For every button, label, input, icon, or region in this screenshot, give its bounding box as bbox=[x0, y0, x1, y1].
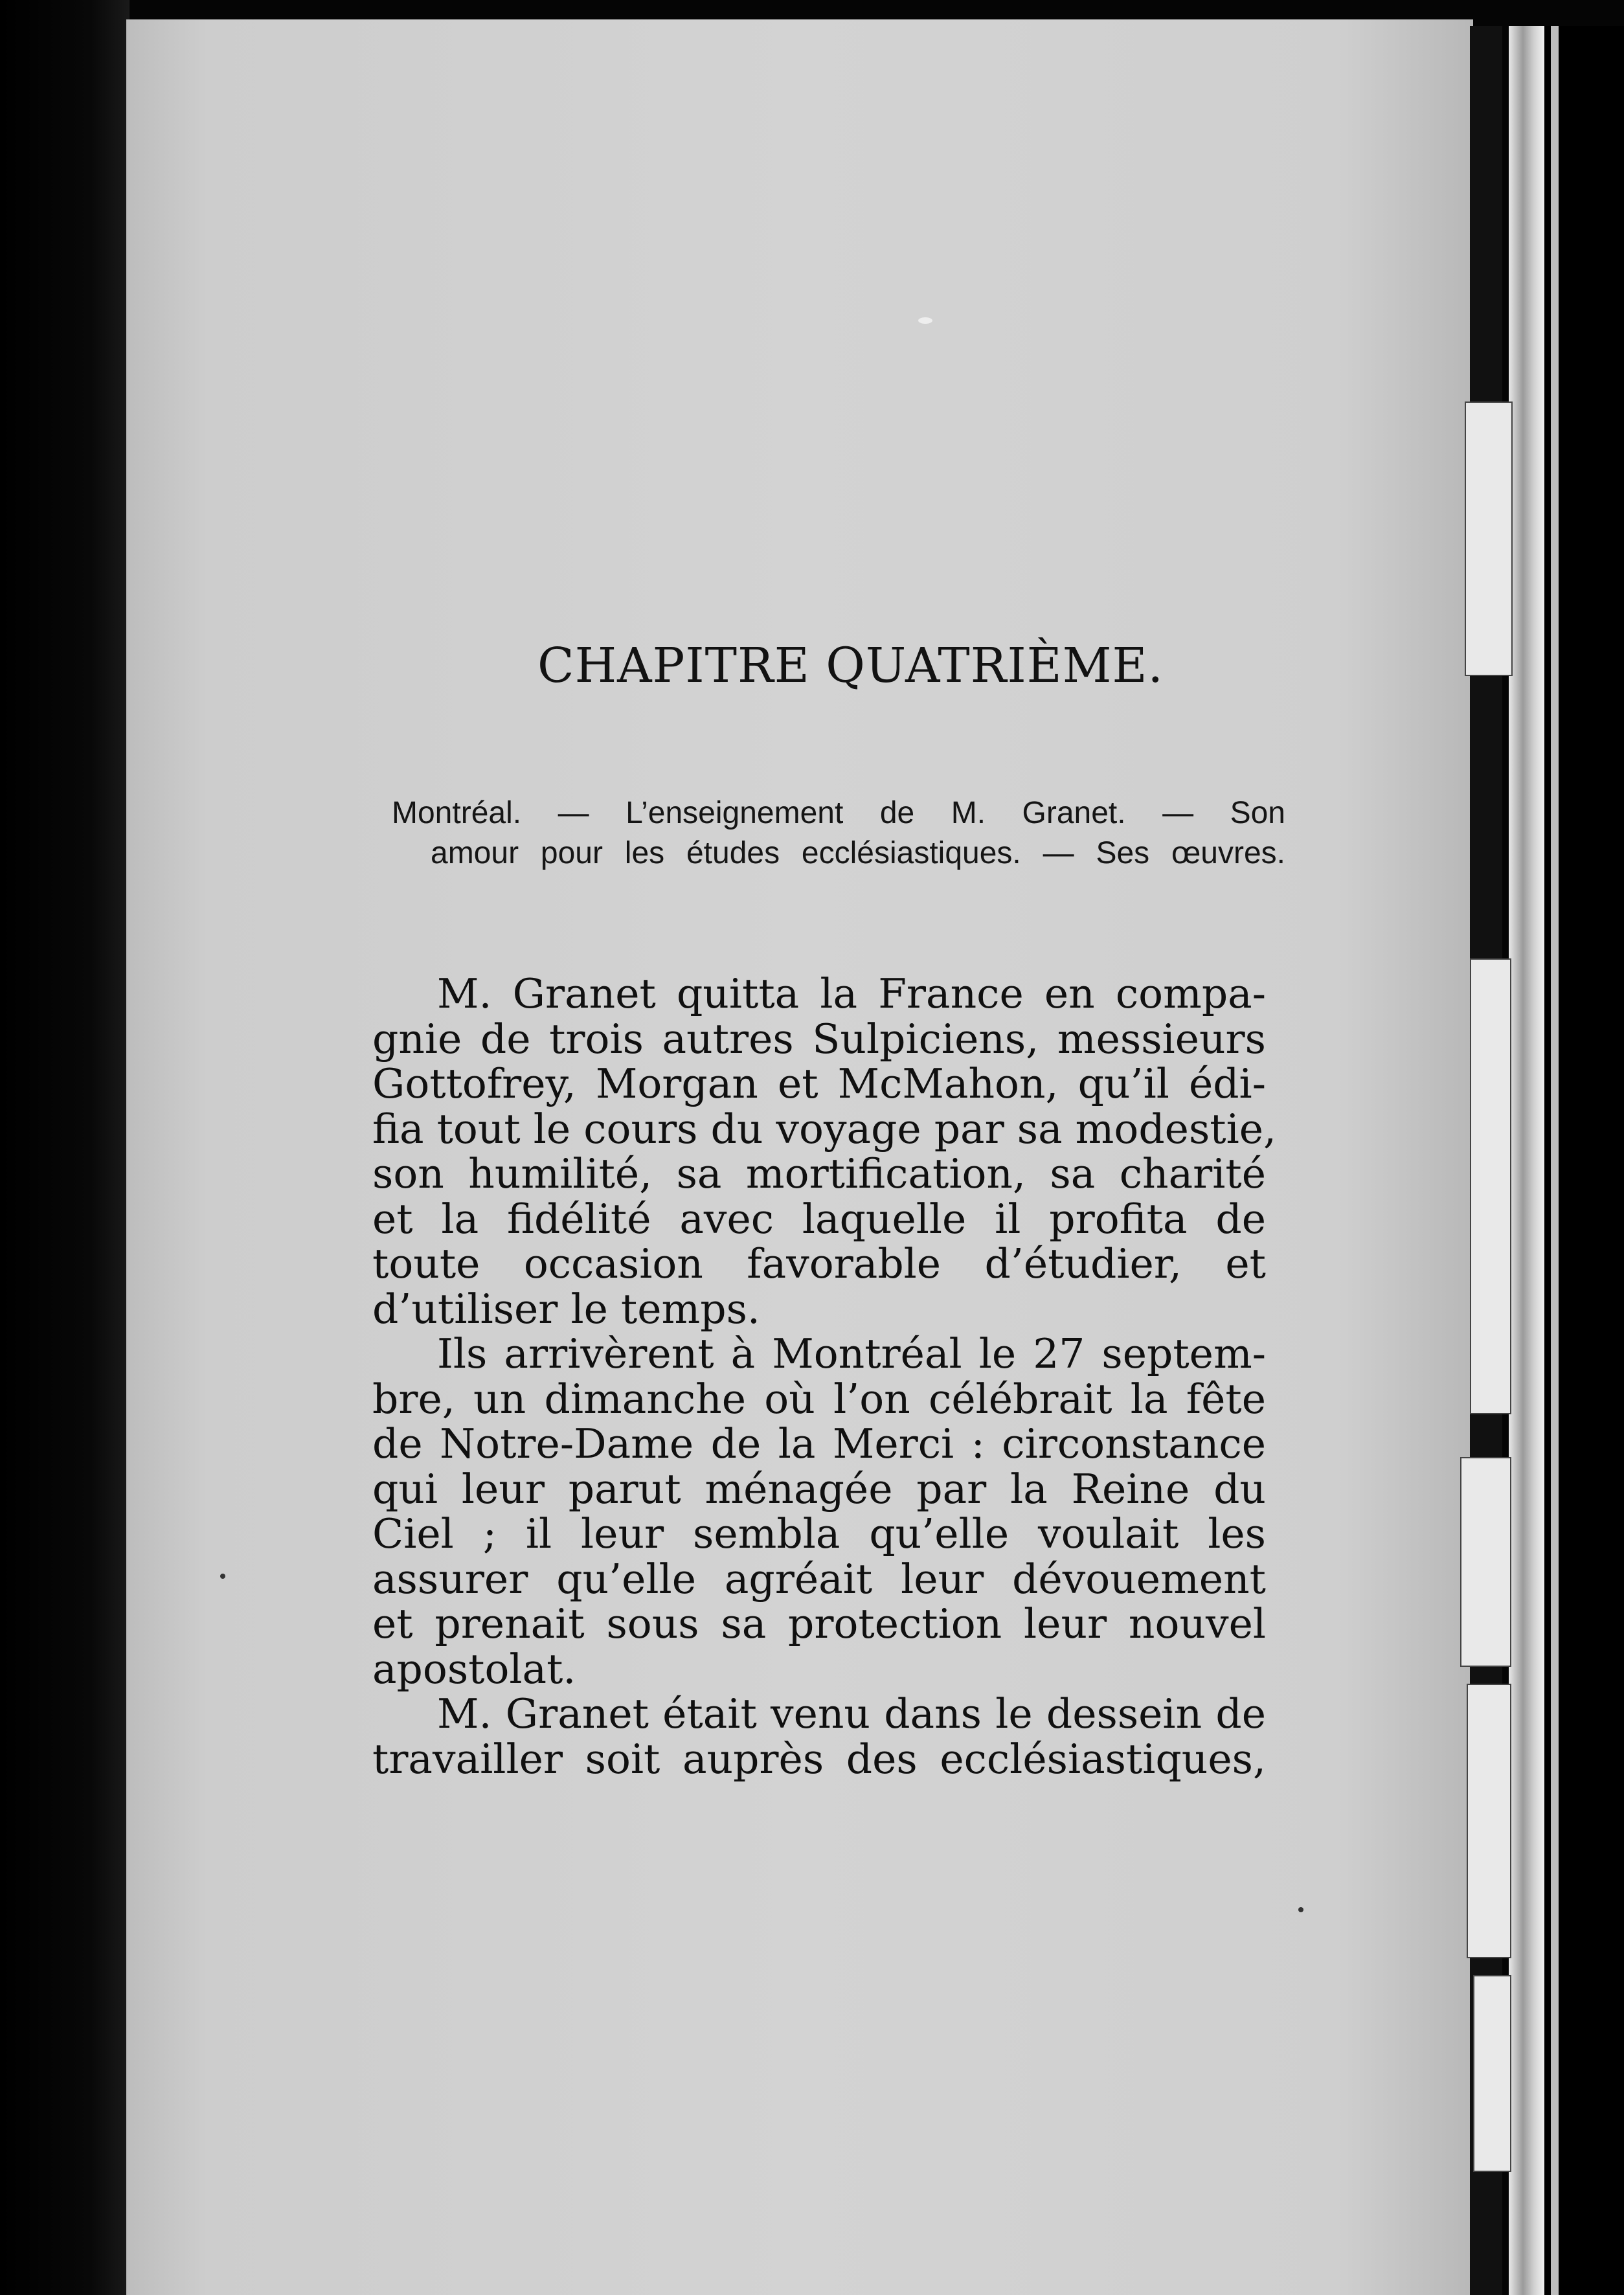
right-margin-edge bbox=[1551, 26, 1559, 2295]
text-line: son humilité, sa mortification, sa charité bbox=[372, 1150, 1266, 1197]
torn-edge-fragment bbox=[1470, 958, 1511, 1414]
text-line: qui leur parut ménagée par la Reine du bbox=[372, 1465, 1266, 1513]
summary-line: Montréal. — L’enseignement de M. Granet. — Son bbox=[392, 796, 1285, 830]
text-line: Ciel ; il leur sembla qu’elle voulait les bbox=[372, 1510, 1266, 1557]
text-line: de Notre-Dame de la Merci : circonstance bbox=[372, 1420, 1266, 1467]
text-line: et la fidélité avec laquelle il profita de bbox=[372, 1195, 1266, 1243]
text-line: bre, un dimanche où l’on célébrait la fête bbox=[372, 1375, 1266, 1423]
page-edge-stack bbox=[1509, 26, 1544, 2295]
chapter-title: CHAPITRE QUATRIÈME. bbox=[537, 638, 1164, 694]
paper-speck bbox=[220, 1574, 225, 1579]
text-line: apostolat. bbox=[372, 1645, 576, 1693]
chapter-summary bbox=[392, 793, 1285, 874]
text-line: travailler soit auprès des ecclésiastiques, bbox=[372, 1735, 1266, 1783]
torn-edge-fragment bbox=[1460, 1457, 1511, 1667]
left-margin-shadow bbox=[0, 0, 130, 2295]
text-line: M. Granet quitta la France en compa- bbox=[437, 970, 1266, 1017]
body-text bbox=[372, 970, 1277, 1783]
text-line: toute occasion favorable d’étudier, et bbox=[372, 1240, 1266, 1287]
text-line: fia tout le cours du voyage par sa modestie, bbox=[372, 1105, 1277, 1153]
torn-edge-fragment bbox=[1467, 1684, 1511, 1958]
text-line: d’utiliser le temps. bbox=[372, 1285, 760, 1333]
paper-speck bbox=[1298, 1907, 1303, 1912]
text-line: Gottofrey, Morgan et McMahon, qu’il édi- bbox=[372, 1060, 1266, 1107]
summary-line: amour pour les études ecclésiastiques. — Ses œuvres. bbox=[431, 836, 1285, 870]
text-line: gnie de trois autres Sulpiciens, messieurs bbox=[372, 1015, 1266, 1063]
text-line: assurer qu’elle agréait leur dévouement bbox=[372, 1555, 1266, 1603]
torn-edge-fragment bbox=[1473, 1975, 1511, 2172]
text-line: et prenait sous sa protection leur nouvel bbox=[372, 1600, 1266, 1647]
text-line: Ils arrivèrent à Montréal le 27 septem- bbox=[437, 1330, 1266, 1377]
paper-speck bbox=[918, 317, 932, 324]
torn-edge-fragment bbox=[1465, 401, 1513, 676]
text-line: M. Granet était venu dans le dessein de bbox=[437, 1690, 1266, 1737]
